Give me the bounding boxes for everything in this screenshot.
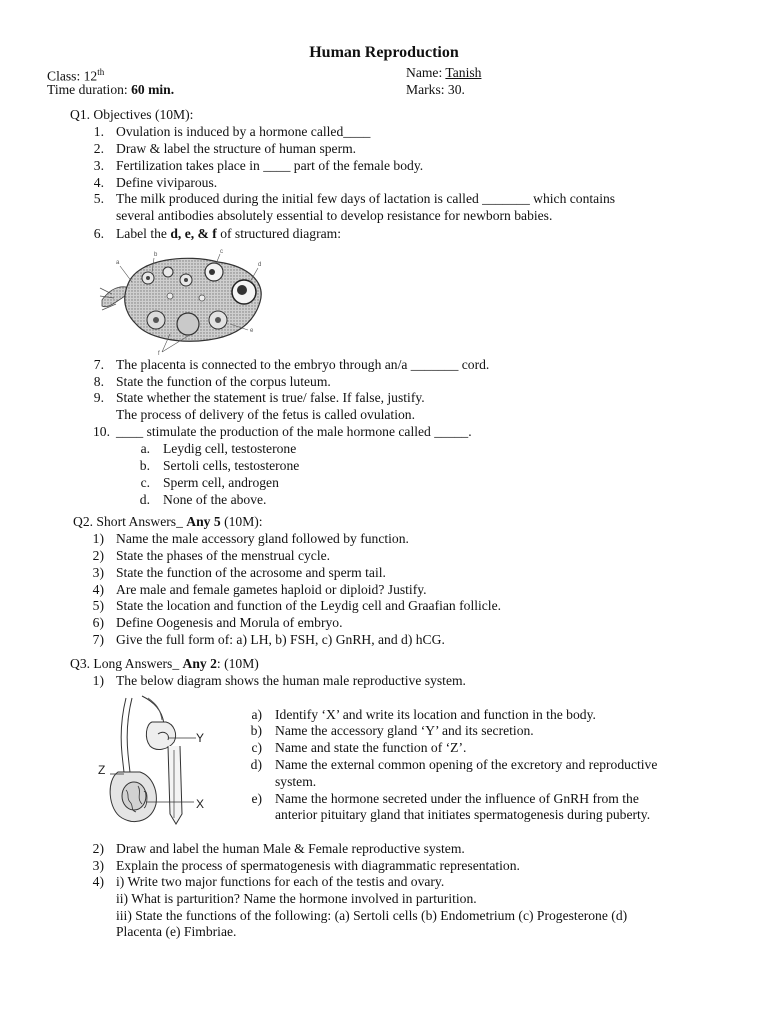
label-z: Z (98, 763, 106, 777)
ovary-diagram (98, 248, 268, 356)
oocyte (184, 278, 188, 282)
ureter (142, 696, 164, 724)
label-e: e (250, 328, 254, 334)
duration-field: Time duration: 60 min. (47, 82, 175, 97)
oocyte (215, 317, 221, 323)
paper-title: Human Reproduction (309, 44, 459, 61)
name-field: Name: Tanish (406, 65, 482, 80)
label-d: d (258, 262, 262, 268)
oocyte (146, 276, 150, 280)
marks-field: Marks: 30. (406, 82, 465, 97)
male-reproductive-diagram (96, 694, 246, 834)
student-name: Tanish (445, 65, 482, 80)
question-paper: Human Reproduction Class: 12th Time duration: 60 min. Name: Tanish Marks: 30. Q1. Objectives (10M): 1. Ovulation is induced by a hormone called____ 2. Draw & label the structure of human sperm. 3. Fertilization takes place in ____ part of the female body. 4. Define viviparous. 5. The milk produced during the initial few days of lactation is called _______ which contains several antibodies absolutely essential to develop resistance for newborn babies. 6. Label the d, e, & f of structured diagram: a b c d e f 7. The placenta is connected to the embryo through an/a _______ cord. 8. State the function of the corpus luteum. 9. State whether the statement is true/ false. If false, justify. The process of delivery of the fetus is called ovulation. 10. ____ stimulate the production of the male hormone called _____. a. Leydig cell, testosterone b. Sertoli cells, testosterone c. Sperm cell, androgen d. None of the above. Q2. Short Answers_ Any 5 (10M): 1) Name the male accessory gland followed by function. 2) State the phases of the menstrual cycle. 3) State the function of the acrosome and sperm tail. 4) Are male and female gametes haploid or diploid? Justify. 5) State the location and function of the Leydig cell and Graafian follicle. 6) Define Oogenesis and Morula of embryo. 7) Give the full form of: a) LH, b) FSH, c) GnRH, and d) hCG. Q3. Long Answers_ Any 2: (10M) 1) The below diagram shows the human male reproductive system. Y Z X a) Identify ‘X’ and write its location and function in the body. b) Name the accessory gland ‘Y’ and its secretion. c) Name and state the function of ‘Z’. d) Name the external common opening of the excretory and reproductive system. e) Name the hormone secreted under the influence of GnRH from the anterior pituitary gland that initiates spermatogenesis during puberty. 2) Draw and label the human Male & Female reproductive system. 3) Explain the process of spermatogenesis with diagrammatic representation. 4) i) Write two major functions for each of the testis and ovary. ii) What is parturition? Name the hormone involved in parturition. iii) State the functions of the following: (a) Sertoli cells (b) Endometrium (c) Progesterone (d) Placenta (e) Fimbriae. (0, 0, 768, 1024)
follicle (163, 267, 173, 277)
corpus-luteum (177, 313, 199, 335)
label-x: X (196, 797, 205, 811)
penis (168, 746, 182, 824)
q3-title: Q3. Long Answers_ Any 2: (10M) (70, 656, 259, 671)
oocyte (153, 317, 159, 323)
bladder (146, 722, 175, 749)
class-field: Class: 12th (47, 67, 105, 84)
q2-title: Q2. Short Answers_ Any 5 (10M): (73, 514, 263, 529)
oocyte (237, 285, 247, 295)
oocyte (209, 269, 215, 275)
follicle (167, 293, 173, 299)
testis (122, 782, 146, 810)
follicle (199, 295, 205, 301)
label-y: Y (196, 731, 205, 745)
label-a: a (116, 260, 120, 266)
label-c: c (220, 249, 223, 255)
q1-title: Q1. Objectives (10M): (70, 107, 194, 122)
label-b: b (154, 252, 158, 258)
leader-line (120, 266, 132, 282)
label-f: f (158, 351, 160, 356)
